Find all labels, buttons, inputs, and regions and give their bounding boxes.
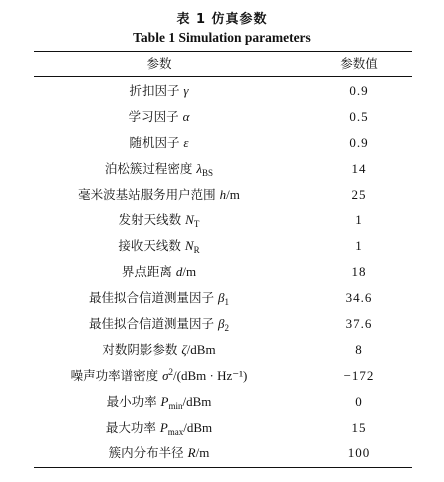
param-symbol: ε	[183, 134, 189, 150]
param-symbol: λ	[196, 160, 203, 176]
table-row	[34, 259, 412, 285]
param-unit: /(dBm · Hz⁻¹)	[173, 367, 248, 383]
param-superscript: 2	[168, 366, 174, 377]
param-value: 18	[351, 264, 367, 280]
param-cell	[34, 78, 284, 104]
param-cell	[34, 337, 284, 363]
param-symbol: P	[160, 393, 169, 409]
param-cell	[34, 182, 284, 208]
param-value: 14	[351, 160, 367, 176]
table-row	[34, 233, 412, 259]
table-header-rule	[34, 76, 412, 77]
table-bottom-rule	[34, 467, 412, 468]
param-name: 最大功率	[105, 419, 160, 435]
table-row	[34, 285, 412, 311]
param-name: 界点距离	[121, 264, 176, 280]
param-symbol: ζ	[181, 341, 187, 357]
param-name: 随机因子	[129, 134, 184, 150]
param-value: 1	[355, 212, 363, 228]
param-value: 15	[351, 419, 367, 435]
param-value: 34.6	[345, 290, 373, 306]
param-unit: /dBm	[183, 419, 213, 435]
param-cell	[34, 415, 284, 441]
param-unit: /m	[195, 445, 210, 461]
param-symbol: γ	[183, 83, 189, 98]
param-cell	[34, 104, 284, 130]
table-body	[34, 78, 412, 466]
param-cell	[34, 259, 284, 285]
param-cell	[34, 440, 284, 466]
param-unit: /dBm	[186, 341, 216, 357]
param-symbol: P	[159, 419, 168, 435]
param-value: 25	[351, 186, 367, 202]
param-symbol: α	[182, 108, 190, 124]
param-name: 簇内分布半径	[108, 445, 188, 461]
param-cell	[34, 233, 284, 259]
param-value: 8	[355, 341, 363, 357]
table-top-rule	[34, 51, 412, 52]
param-name: 学习因子	[128, 108, 183, 124]
param-value: −172	[343, 367, 375, 383]
param-value: 37.6	[345, 316, 373, 332]
table-row	[34, 337, 412, 363]
param-name: 对数阴影参数	[102, 341, 182, 357]
table-row	[34, 156, 412, 182]
param-value: 1	[355, 238, 363, 254]
param-unit: /m	[182, 264, 197, 280]
param-unit: /dBm	[182, 393, 212, 409]
param-cell	[34, 285, 284, 311]
table-row	[34, 207, 412, 233]
table-row	[34, 182, 412, 208]
param-value: 0	[355, 393, 363, 409]
param-symbol: R	[187, 445, 196, 461]
param-name: 折扣因子	[129, 83, 184, 98]
param-name: 噪声功率谱密度	[70, 367, 163, 383]
param-symbol: d	[175, 264, 183, 280]
param-value: 0.9	[349, 134, 369, 150]
table-row	[34, 104, 412, 130]
header-value: 参数值	[340, 56, 378, 71]
param-subscript: max	[167, 426, 184, 437]
param-name: 发射天线数	[118, 212, 186, 228]
param-name: 最佳拟合信道测量因子	[89, 316, 218, 332]
param-cell	[34, 156, 284, 182]
param-value: 0.5	[349, 108, 369, 124]
param-symbol: N	[184, 238, 194, 254]
table-row	[34, 311, 412, 337]
param-cell	[34, 311, 284, 337]
table-row	[34, 130, 412, 156]
header-param: 参数	[146, 56, 172, 71]
param-symbol: β	[218, 290, 225, 306]
param-name: 接收天线数	[118, 238, 185, 254]
param-subscript: 1	[224, 297, 229, 308]
table-row	[34, 78, 412, 104]
param-name: 泊松簇过程密度	[104, 160, 197, 176]
param-symbol: β	[218, 316, 225, 332]
table-row	[34, 415, 412, 441]
param-name: 最佳拟合信道测量因子	[89, 290, 218, 306]
table-row	[34, 389, 412, 415]
param-value: 100	[347, 445, 371, 461]
param-symbol: N	[185, 212, 194, 228]
param-name: 毫米波基站服务用户范围	[78, 186, 220, 202]
param-cell	[34, 389, 284, 415]
param-symbol: h	[219, 186, 227, 202]
param-subscript: 2	[224, 323, 229, 334]
table-caption-chinese: 表 1 仿真参数	[176, 12, 268, 27]
param-unit: /m	[226, 186, 240, 202]
param-cell	[34, 207, 284, 233]
param-symbol: σ	[162, 367, 169, 383]
param-subscript: R	[193, 245, 200, 256]
param-subscript: T	[193, 219, 200, 230]
table-row	[34, 363, 412, 389]
param-value: 0.9	[349, 83, 369, 98]
table-caption-english: Table 1 Simulation parameters	[133, 30, 311, 45]
param-cell	[34, 130, 284, 156]
param-name: 最小功率	[106, 393, 161, 409]
table-row	[34, 440, 412, 466]
param-cell	[34, 363, 284, 389]
param-subscript: min	[168, 400, 183, 411]
param-subscript: BS	[202, 167, 214, 178]
